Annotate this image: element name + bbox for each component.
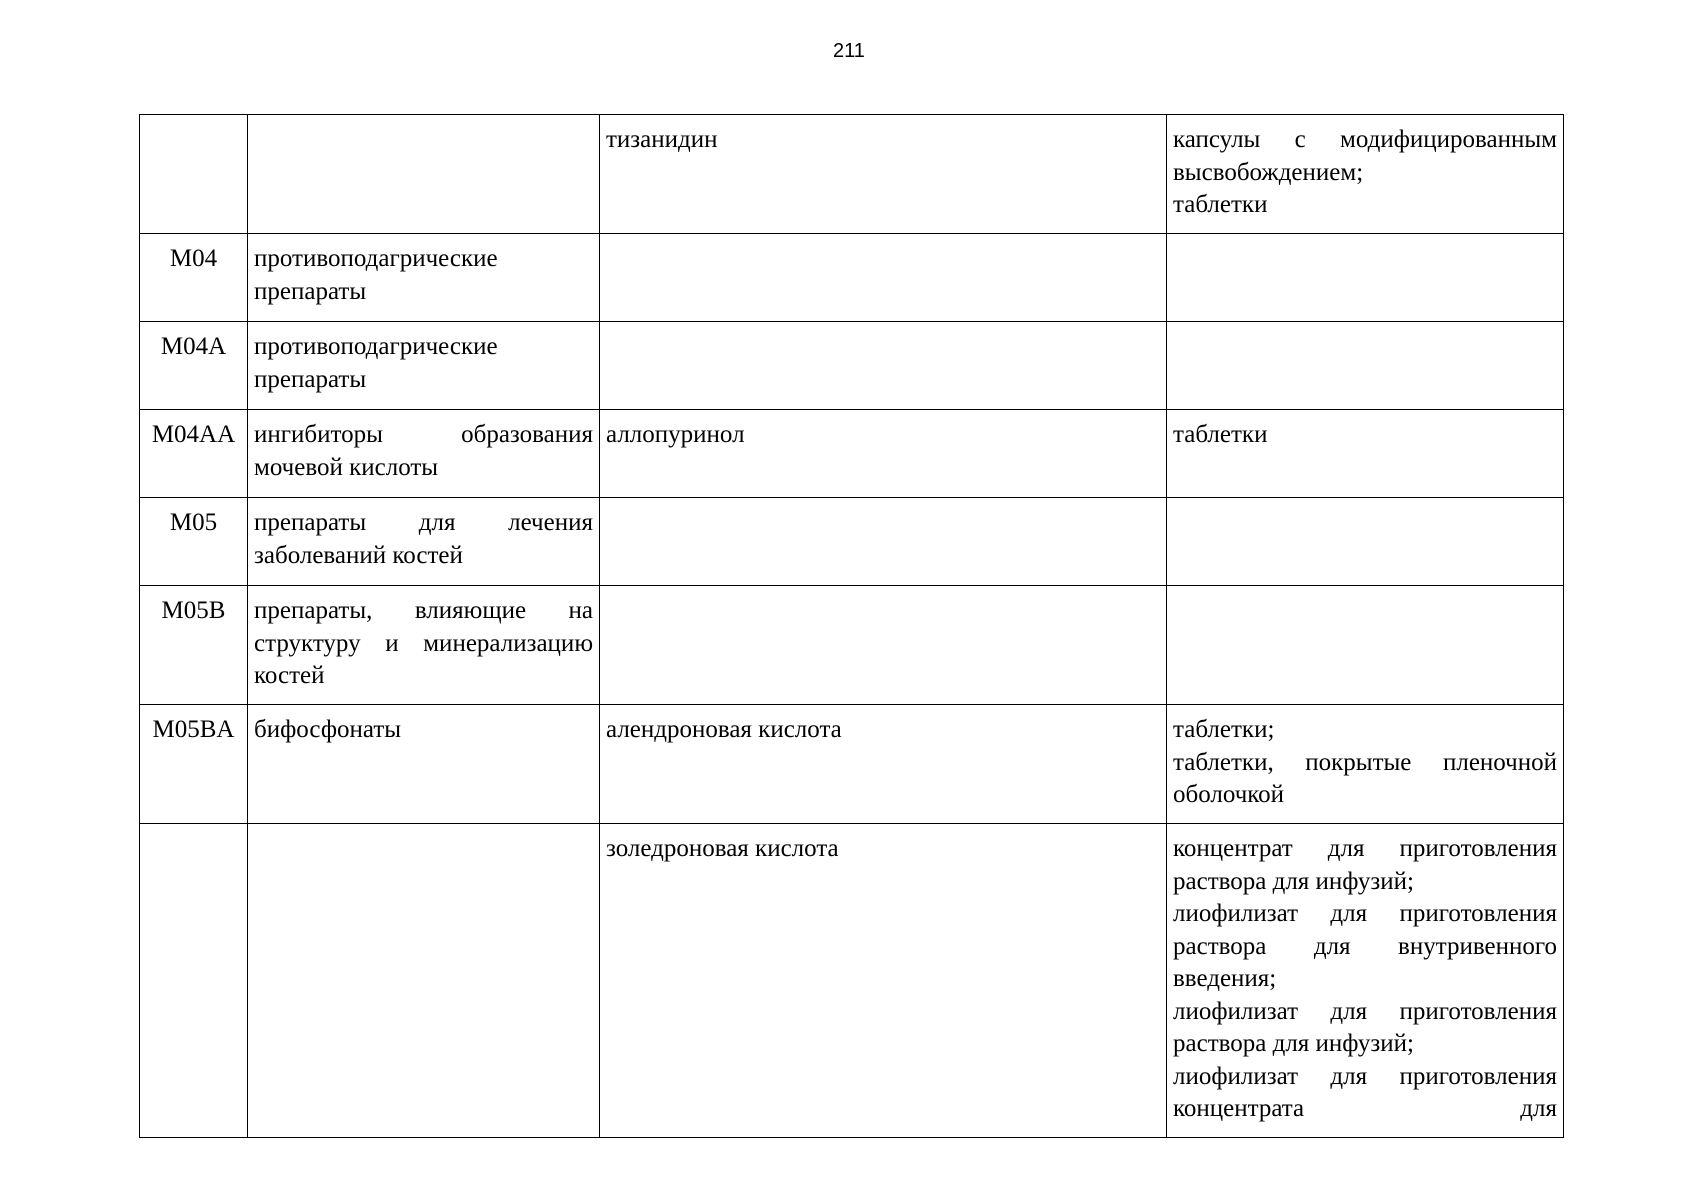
drug-name-cell: золедроновая кислота (600, 824, 1167, 1138)
group-cell: препараты, влияющие на структуру и минерализацию костей (248, 586, 600, 705)
table-row (140, 498, 1564, 586)
dosage-form-line: лиофилизат для приготовления раствора для инфузий; (1173, 997, 1557, 1057)
dosage-form-line: таблетки (1173, 191, 1268, 218)
dosage-form-cell (1167, 824, 1564, 1138)
dosage-form-line: таблетки, покрытые пленочной оболочкой (1173, 748, 1557, 808)
group-cell (248, 115, 600, 234)
drug-name-cell (600, 322, 1167, 410)
group-cell: препараты для лечения заболеваний костей (248, 498, 600, 586)
table-row (140, 705, 1564, 824)
atc-code-cell: M04A (140, 322, 248, 410)
group-cell: противоподагрические препараты (248, 322, 600, 410)
table-row (140, 824, 1564, 1138)
dosage-form-cell (1167, 498, 1564, 586)
dosage-form-cell (1167, 410, 1564, 498)
drug-name-cell: аллопуринол (600, 410, 1167, 498)
dosage-form-line: высвобождением; (1173, 158, 1364, 186)
dosage-form-line: концентрат для приготовления раствора для инфузий; (1173, 835, 1557, 895)
page-number: 211 (833, 40, 865, 62)
dosage-form-cell (1167, 322, 1564, 410)
drug-name-cell (600, 586, 1167, 705)
atc-code-cell: M04 (140, 234, 248, 322)
dosage-form-cell (1167, 586, 1564, 705)
dosage-form-cell (1167, 234, 1564, 322)
dosage-form-cell (1167, 115, 1564, 234)
group-cell (248, 824, 600, 1138)
atc-code-cell: M04AA (140, 410, 248, 498)
dosage-form-line: капсулы с модифицированным (1173, 126, 1557, 153)
group-cell: бифосфонаты (248, 705, 600, 824)
drug-name-cell: алендроновая кислота (600, 705, 1167, 824)
atc-code-cell (140, 824, 248, 1138)
table-row (140, 586, 1564, 705)
drug-name-cell (600, 498, 1167, 586)
dosage-form-line: таблетки; (1173, 716, 1275, 743)
table-row (140, 234, 1564, 322)
group-cell: противоподагрические препараты (248, 234, 600, 322)
table-row (140, 115, 1564, 234)
dosage-form-line: таблетки (1173, 421, 1268, 448)
group-cell: ингибиторы образования мочевой кислоты (248, 410, 600, 498)
table-row (140, 410, 1564, 498)
drug-table (139, 114, 1564, 1138)
drug-name-cell: тизанидин (600, 115, 1167, 234)
atc-code-cell: M05 (140, 498, 248, 586)
atc-code-cell: M05B (140, 586, 248, 705)
table-row (140, 322, 1564, 410)
atc-code-cell: M05BA (140, 705, 248, 824)
dosage-form-line: лиофилизат для приготовления раствора для внутривенного введения; (1173, 900, 1557, 992)
drug-name-cell (600, 234, 1167, 322)
atc-code-cell (140, 115, 248, 234)
dosage-form-cell (1167, 705, 1564, 824)
dosage-form-line: лиофилизат для приготовления концентрата для (1173, 1062, 1557, 1122)
